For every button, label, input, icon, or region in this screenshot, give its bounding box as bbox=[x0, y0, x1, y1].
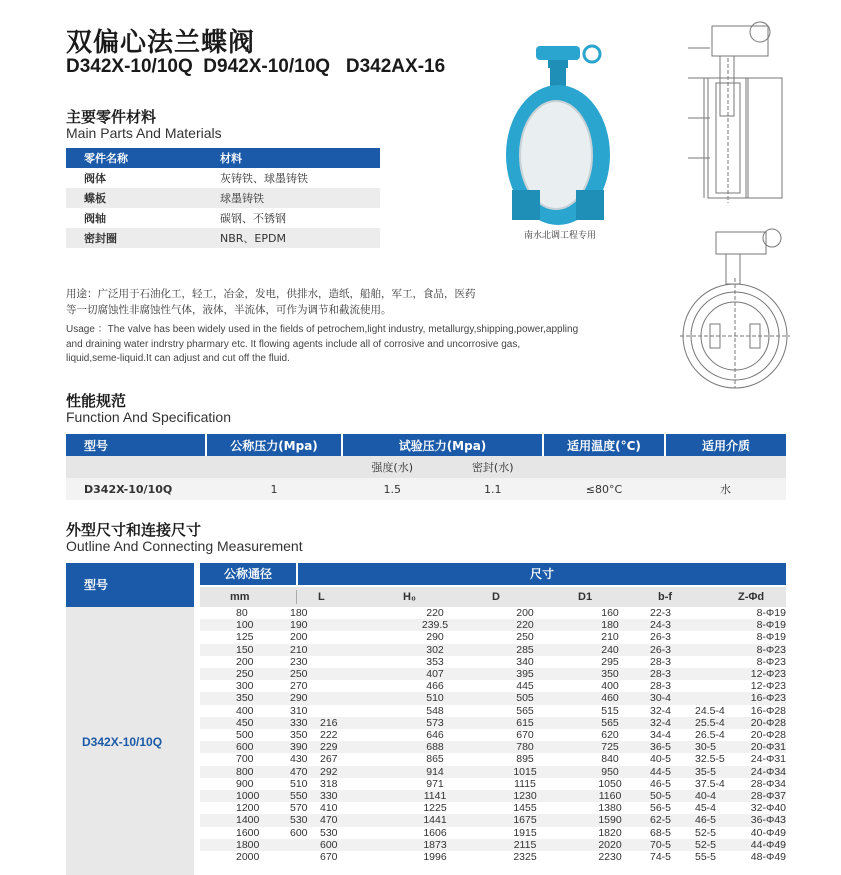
dims-cell: 466 bbox=[390, 680, 480, 692]
dims-cell: 180 bbox=[570, 619, 650, 631]
dims-cell: 780 bbox=[480, 741, 570, 753]
dims-cell: 510 bbox=[390, 692, 480, 704]
usage-cn-line: 用途：广泛用于石油化工，轻工，冶金，发电，供排水，造纸，船舶，军工，食品，医药 bbox=[66, 288, 476, 300]
dims-cell: 470 bbox=[320, 814, 390, 826]
dims-cell: 410 bbox=[320, 802, 390, 814]
dims-cell: 20-Φ28 bbox=[735, 729, 786, 741]
table-row bbox=[200, 814, 786, 826]
dims-cell: 407 bbox=[390, 668, 480, 680]
table-row bbox=[200, 717, 786, 729]
spec-strength: 1.5 bbox=[383, 482, 401, 496]
dims-cell: 12-Φ23 bbox=[735, 668, 786, 680]
dims-cell: 570 bbox=[290, 802, 320, 814]
table-row bbox=[200, 705, 786, 717]
dims-cell: 32.5-5 bbox=[695, 753, 735, 765]
dims-cell: 290 bbox=[290, 692, 320, 704]
model-list: D342X-10/10Q D942X-10/10Q D342AX-16 bbox=[66, 56, 446, 77]
dims-cell: 40-4 bbox=[695, 790, 735, 802]
dims-cell: 200 bbox=[290, 631, 320, 643]
dims-cell bbox=[290, 839, 320, 851]
dims-cell: 865 bbox=[390, 753, 480, 765]
dims-cell: 725 bbox=[570, 741, 650, 753]
dims-cell bbox=[290, 851, 320, 863]
dims-cell: 1675 bbox=[480, 814, 570, 826]
dims-cell: 70-5 bbox=[650, 839, 695, 851]
dims-cell: 400 bbox=[200, 705, 290, 717]
dims-cell: 50-5 bbox=[650, 790, 695, 802]
dims-cell bbox=[695, 680, 735, 692]
dims-cell: 8-Φ19 bbox=[735, 631, 786, 643]
dims-cell bbox=[695, 631, 735, 643]
dims-subheader bbox=[200, 587, 786, 607]
dims-cell: 160 bbox=[570, 607, 650, 619]
dims-h-bf: b-f bbox=[658, 591, 673, 603]
table-row bbox=[200, 644, 786, 656]
part-material: 碳钢、不锈钢 bbox=[220, 212, 286, 225]
dims-cell: 295 bbox=[570, 656, 650, 668]
dims-h-size: 尺寸 bbox=[298, 563, 786, 585]
dims-cell: 1380 bbox=[570, 802, 650, 814]
dims-cell: 1800 bbox=[200, 839, 290, 851]
dims-cell: 600 bbox=[320, 839, 390, 851]
dims-cell: 1873 bbox=[390, 839, 480, 851]
dims-cell: 200 bbox=[480, 607, 570, 619]
dims-cell: 28-3 bbox=[650, 656, 695, 668]
dims-cell: 450 bbox=[200, 717, 290, 729]
dims-cell: 26.5-4 bbox=[695, 729, 735, 741]
dims-cell: 670 bbox=[320, 851, 390, 863]
dims-cell: 1606 bbox=[390, 827, 480, 839]
dims-cell: 220 bbox=[480, 619, 570, 631]
dims-cell: 1115 bbox=[480, 778, 570, 790]
side-view-drawing bbox=[680, 18, 790, 208]
table-row bbox=[200, 827, 786, 839]
dims-cell bbox=[695, 692, 735, 704]
dims-cell: 350 bbox=[570, 668, 650, 680]
parts-title-cn: 主要零件材料 bbox=[66, 108, 157, 126]
dims-cell: 24.5-4 bbox=[695, 705, 735, 717]
dims-cell: 74-5 bbox=[650, 851, 695, 863]
dims-cell: 395 bbox=[480, 668, 570, 680]
dims-cell: 950 bbox=[570, 766, 650, 778]
part-material: 灰铸铁、球墨铸铁 bbox=[220, 172, 308, 185]
dims-cell: 48-Φ49 bbox=[735, 851, 786, 863]
dims-cell: 1455 bbox=[480, 802, 570, 814]
dims-cell: 565 bbox=[480, 705, 570, 717]
dims-cell: 500 bbox=[200, 729, 290, 741]
part-name: 阀体 bbox=[84, 172, 106, 185]
dims-cell: 239.5 bbox=[390, 619, 480, 631]
dims-cell: 1590 bbox=[570, 814, 650, 826]
dims-cell: 670 bbox=[480, 729, 570, 741]
usage-en-line: Usage ：The valve has been widely used in the fields of petrochem,light industry, metallurgy,shipping,power,appling bbox=[66, 324, 579, 335]
dims-cell: 52-5 bbox=[695, 839, 735, 851]
dims-cell: 68-5 bbox=[650, 827, 695, 839]
dims-cell: 100 bbox=[200, 619, 290, 631]
dims-cell: 16-Φ23 bbox=[735, 692, 786, 704]
dims-cell: 1050 bbox=[570, 778, 650, 790]
dims-h-D1: D1 bbox=[578, 591, 593, 603]
table-row bbox=[200, 619, 786, 631]
dims-cell: 28-Φ34 bbox=[735, 778, 786, 790]
dims-cell: 22-3 bbox=[650, 607, 695, 619]
dims-cell: 1200 bbox=[200, 802, 290, 814]
dims-cell: 62-5 bbox=[650, 814, 695, 826]
dims-cell: 24-3 bbox=[650, 619, 695, 631]
dims-cell: 267 bbox=[320, 753, 390, 765]
spec-model: D342X-10/10Q bbox=[84, 482, 173, 496]
dims-cell: 445 bbox=[480, 680, 570, 692]
dims-cell: 800 bbox=[200, 766, 290, 778]
part-material: NBR、EPDM bbox=[202, 228, 380, 248]
photo-caption: 南水北调工程专用 bbox=[524, 231, 597, 241]
dims-cell: 914 bbox=[390, 766, 480, 778]
spec-seal: 1.1 bbox=[483, 482, 502, 496]
dims-cell: 80 bbox=[200, 607, 290, 619]
dims-cell: 24-Φ31 bbox=[735, 753, 786, 765]
dims-cell: 210 bbox=[570, 631, 650, 643]
dims-title-en: Outline And Connecting Measurement bbox=[66, 538, 303, 554]
dims-cell: 8-Φ19 bbox=[735, 619, 786, 631]
dims-cell: 1015 bbox=[480, 766, 570, 778]
dims-cell: 229 bbox=[320, 741, 390, 753]
dims-model: D342X-10/10Q bbox=[82, 735, 163, 749]
dims-cell: 1141 bbox=[390, 790, 480, 802]
dims-cell: 8-Φ23 bbox=[735, 656, 786, 668]
dims-cell: 505 bbox=[480, 692, 570, 704]
dims-cell: 330 bbox=[290, 717, 320, 729]
dims-cell: 270 bbox=[290, 680, 320, 692]
dims-cell: 46-5 bbox=[650, 778, 695, 790]
spec-title-en: Function And Specification bbox=[66, 409, 231, 425]
usage-cn bbox=[66, 286, 486, 318]
table-row bbox=[200, 790, 786, 802]
dims-cell bbox=[320, 607, 390, 619]
valve-photo bbox=[498, 40, 618, 225]
dims-cell: 548 bbox=[390, 705, 480, 717]
dims-cell: 840 bbox=[570, 753, 650, 765]
table-row bbox=[66, 208, 380, 228]
dims-cell: 180 bbox=[290, 607, 320, 619]
dims-cell: 56-5 bbox=[650, 802, 695, 814]
table-row bbox=[66, 168, 380, 188]
table-row bbox=[66, 478, 786, 500]
dims-cell: 290 bbox=[390, 631, 480, 643]
dims-cell: 125 bbox=[200, 631, 290, 643]
dims-h-D: D bbox=[492, 591, 500, 603]
dims-cell: 2115 bbox=[480, 839, 570, 851]
dims-cell: 32-4 bbox=[650, 705, 695, 717]
spec-h-model: 型号 bbox=[66, 434, 206, 456]
dims-title-cn: 外型尺寸和连接尺寸 bbox=[66, 521, 202, 539]
dims-cell bbox=[320, 631, 390, 643]
table-row bbox=[200, 692, 786, 704]
dims-cell: 971 bbox=[390, 778, 480, 790]
dims-cell: 44-5 bbox=[650, 766, 695, 778]
dims-cell bbox=[320, 668, 390, 680]
dims-cell bbox=[320, 705, 390, 717]
dims-cell: 210 bbox=[290, 644, 320, 656]
table-row bbox=[200, 741, 786, 753]
table-row bbox=[200, 607, 786, 619]
dims-cell: 1600 bbox=[200, 827, 290, 839]
dims-cell: 28-Φ37 bbox=[735, 790, 786, 802]
dims-cell: 350 bbox=[290, 729, 320, 741]
dims-cell bbox=[320, 656, 390, 668]
dims-cell bbox=[320, 619, 390, 631]
dims-cell: 1915 bbox=[480, 827, 570, 839]
dims-cell: 35-5 bbox=[695, 766, 735, 778]
dims-cell: 20-Φ31 bbox=[735, 741, 786, 753]
dims-cell: 900 bbox=[200, 778, 290, 790]
dims-h-model: 型号 bbox=[66, 563, 194, 607]
dims-cell: 1400 bbox=[200, 814, 290, 826]
dims-cell: 55-5 bbox=[695, 851, 735, 863]
dims-cell bbox=[695, 644, 735, 656]
dims-cell: 895 bbox=[480, 753, 570, 765]
front-view-drawing bbox=[680, 228, 790, 390]
dims-cell: 36-5 bbox=[650, 741, 695, 753]
usage-en-line: liquid,seme-liquid.It can adjust and cut off the fluid. bbox=[66, 353, 290, 364]
dims-cell: 430 bbox=[290, 753, 320, 765]
dims-h-dn: 公称通径 bbox=[200, 563, 296, 585]
spec-sub-seal: 密封(水) bbox=[471, 461, 514, 474]
dims-cell: 28-3 bbox=[650, 668, 695, 680]
spec-title-cn: 性能规范 bbox=[66, 392, 127, 410]
dims-cell bbox=[695, 619, 735, 631]
dims-cell: 292 bbox=[320, 766, 390, 778]
dims-cell: 2325 bbox=[480, 851, 570, 863]
dims-cell: 12-Φ23 bbox=[735, 680, 786, 692]
dims-cell: 1996 bbox=[390, 851, 480, 863]
dims-cell: 400 bbox=[570, 680, 650, 692]
spec-h-test: 试验压力(Mpa) bbox=[342, 434, 543, 456]
dims-cell: 250 bbox=[200, 668, 290, 680]
parts-col-material: 材料 bbox=[202, 148, 380, 168]
dims-cell: 25.5-4 bbox=[695, 717, 735, 729]
dims-cell: 300 bbox=[200, 680, 290, 692]
spec-sub-strength: 强度(水) bbox=[371, 461, 414, 474]
part-name: 蝶板 bbox=[66, 188, 202, 208]
dims-cell: 40-5 bbox=[650, 753, 695, 765]
dims-cell: 1225 bbox=[390, 802, 480, 814]
dims-cell: 36-Φ43 bbox=[735, 814, 786, 826]
dims-h-zd: Z-Φd bbox=[738, 591, 765, 603]
table-row bbox=[200, 656, 786, 668]
dims-cell: 2020 bbox=[570, 839, 650, 851]
parts-table bbox=[66, 148, 380, 248]
dims-table bbox=[200, 607, 786, 863]
dims-cell: 250 bbox=[480, 631, 570, 643]
dims-h-mm: mm bbox=[230, 591, 250, 603]
table-row bbox=[66, 188, 380, 208]
dims-cell: 40-Φ49 bbox=[735, 827, 786, 839]
table-row bbox=[200, 802, 786, 814]
table-row bbox=[200, 631, 786, 643]
dims-cell: 340 bbox=[480, 656, 570, 668]
dims-cell: 8-Φ19 bbox=[735, 607, 786, 619]
table-row bbox=[200, 668, 786, 680]
dims-cell: 550 bbox=[290, 790, 320, 802]
dims-cell: 353 bbox=[390, 656, 480, 668]
usage-cn-line: 等一切腐蚀性非腐蚀性气体，液体，半流体，可作为调节和截流使用。 bbox=[66, 304, 392, 316]
dims-cell: 216 bbox=[320, 717, 390, 729]
table-row bbox=[200, 778, 786, 790]
parts-col-part: 零件名称 bbox=[66, 148, 202, 168]
dims-cell: 565 bbox=[570, 717, 650, 729]
dims-cell: 600 bbox=[200, 741, 290, 753]
dims-cell: 45-4 bbox=[695, 802, 735, 814]
usage-en bbox=[66, 323, 586, 367]
table-row bbox=[200, 766, 786, 778]
dims-cell: 37.5-4 bbox=[695, 778, 735, 790]
dims-cell: 26-3 bbox=[650, 644, 695, 656]
dims-cell: 8-Φ23 bbox=[735, 644, 786, 656]
dims-cell: 515 bbox=[570, 705, 650, 717]
part-material: 球墨铸铁 bbox=[202, 188, 380, 208]
dims-cell: 350 bbox=[200, 692, 290, 704]
table-row bbox=[200, 729, 786, 741]
dims-cell: 1820 bbox=[570, 827, 650, 839]
usage-en-line: and draining water indrstry pharmary etc. It flowing agents include all of corrosive and uncorrosive gas, bbox=[66, 338, 521, 350]
dims-cell: 16-Φ28 bbox=[735, 705, 786, 717]
dims-cell: 530 bbox=[290, 814, 320, 826]
dims-cell: 620 bbox=[570, 729, 650, 741]
table-row bbox=[200, 680, 786, 692]
dims-cell: 250 bbox=[290, 668, 320, 680]
table-row bbox=[200, 753, 786, 765]
dims-cell: 52-5 bbox=[695, 827, 735, 839]
parts-title-en: Main Parts And Materials bbox=[66, 125, 222, 141]
dims-cell: 30-4 bbox=[650, 692, 695, 704]
dims-cell: 310 bbox=[290, 705, 320, 717]
table-row bbox=[66, 228, 380, 248]
dims-cell: 646 bbox=[390, 729, 480, 741]
dims-cell: 530 bbox=[320, 827, 390, 839]
dims-cell: 220 bbox=[390, 607, 480, 619]
dims-model-cell bbox=[66, 607, 194, 875]
dims-cell: 1230 bbox=[480, 790, 570, 802]
dims-cell: 285 bbox=[480, 644, 570, 656]
spec-table bbox=[66, 434, 786, 500]
dims-cell: 1160 bbox=[570, 790, 650, 802]
dims-cell: 44-Φ49 bbox=[735, 839, 786, 851]
dims-cell: 330 bbox=[320, 790, 390, 802]
dims-cell: 28-3 bbox=[650, 680, 695, 692]
dims-cell: 20-Φ28 bbox=[735, 717, 786, 729]
dims-cell: 230 bbox=[290, 656, 320, 668]
table-row bbox=[200, 839, 786, 851]
spec-temp: ≤80°C bbox=[585, 482, 623, 496]
dims-cell: 688 bbox=[390, 741, 480, 753]
dims-cell: 615 bbox=[480, 717, 570, 729]
spec-h-pressure: 公称压力(Mpa) bbox=[206, 434, 342, 456]
spec-h-medium: 适用介质 bbox=[665, 434, 786, 456]
page-title: 双偏心法兰蝶阀 bbox=[66, 28, 256, 58]
dims-cell: 2000 bbox=[200, 851, 290, 863]
dims-cell: 390 bbox=[290, 741, 320, 753]
dims-cell bbox=[320, 692, 390, 704]
part-name: 阀轴 bbox=[84, 212, 106, 225]
dims-cell bbox=[695, 656, 735, 668]
table-row bbox=[200, 851, 786, 863]
dims-cell: 1441 bbox=[390, 814, 480, 826]
dims-cell: 510 bbox=[290, 778, 320, 790]
dims-h-H0: H₀ bbox=[403, 591, 416, 603]
dims-cell: 470 bbox=[290, 766, 320, 778]
dims-cell: 573 bbox=[390, 717, 480, 729]
dims-cell: 200 bbox=[200, 656, 290, 668]
dims-cell: 150 bbox=[200, 644, 290, 656]
spec-medium: 水 bbox=[720, 483, 731, 496]
dims-cell bbox=[695, 607, 735, 619]
spec-pressure: 1 bbox=[270, 482, 278, 496]
dims-cell: 190 bbox=[290, 619, 320, 631]
dims-cell: 302 bbox=[390, 644, 480, 656]
dims-cell: 46-5 bbox=[695, 814, 735, 826]
dims-cell: 26-3 bbox=[650, 631, 695, 643]
dims-h-L: L bbox=[318, 591, 325, 603]
spec-h-temp: 适用温度(°C) bbox=[543, 434, 665, 456]
dims-cell bbox=[320, 680, 390, 692]
dims-cell: 32-4 bbox=[650, 717, 695, 729]
dims-cell: 222 bbox=[320, 729, 390, 741]
dims-cell: 34-4 bbox=[650, 729, 695, 741]
dims-cell: 700 bbox=[200, 753, 290, 765]
dims-cell: 24-Φ34 bbox=[735, 766, 786, 778]
part-name: 密封圈 bbox=[66, 228, 202, 248]
dims-cell: 460 bbox=[570, 692, 650, 704]
dims-cell bbox=[695, 668, 735, 680]
dims-cell: 1000 bbox=[200, 790, 290, 802]
dims-cell: 32-Φ40 bbox=[735, 802, 786, 814]
dims-cell: 318 bbox=[320, 778, 390, 790]
dims-cell: 240 bbox=[570, 644, 650, 656]
dims-cell: 600 bbox=[290, 827, 320, 839]
dims-cell: 30-5 bbox=[695, 741, 735, 753]
dims-cell: 2230 bbox=[570, 851, 650, 863]
dims-cell bbox=[320, 644, 390, 656]
